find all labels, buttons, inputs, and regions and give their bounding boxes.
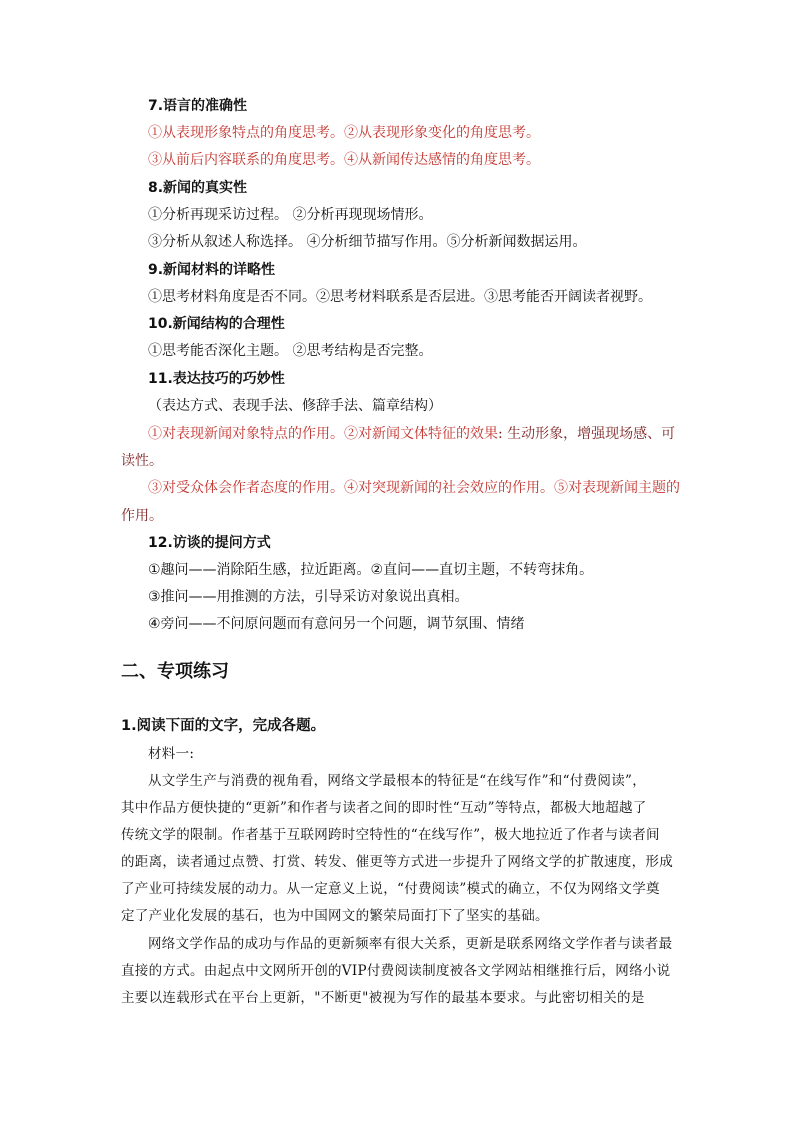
part-heading: 二、专项练习 (121, 661, 229, 682)
interview-line-1: ①趣问——消除陌生感，拉近距离。②直问——直切主题，不转弯抹角。 (148, 562, 594, 578)
heading-interview: 12.访谈的提问方式 (148, 535, 271, 551)
question-heading: 1.阅读下面的文字，完成各题。 (121, 718, 326, 734)
interview-line-3: ④旁问——不问原问题而有意问另一个问题，调节氛围、情绪 (148, 616, 525, 632)
heading-structure: 10.新闻结构的合理性 (148, 316, 285, 332)
material-line: 其中作品方便快捷的“更新”和作者与读者之间的即时性“互动”等特点，都极大地超越了 (121, 800, 647, 816)
material-line: 直接的方式。由起点中文网所开创的VIP付费阅读制度被各文学网站相继推行后，网络小说 (121, 963, 671, 979)
accuracy-line-1: ①从表现形象特点的角度思考。②从表现形象变化的角度思考。 (148, 125, 540, 141)
heading-techniques: 11.表达技巧的巧妙性 (148, 371, 285, 387)
techniques-line-1-effect: : 生动形象，增强现场感、可 (498, 426, 676, 442)
material-line: 的距离，读者通过点赞、打赏、转发、催更等方式进一步提升了网络文学的扩散速度，形成 (121, 854, 673, 870)
detail-line-1: ①思考材料角度是否不同。②思考材料联系是否层进。③思考能否开阔读者视野。 (148, 289, 652, 305)
material-line: 传统文学的限制。作者基于互联网跨时空特性的“在线写作”，极大地拉近了作者与读者间 (121, 827, 660, 843)
material-line: 从文学生产与消费的视角看，网络文学最根本的特征是“在线写作”和“付费阅读”， (148, 773, 647, 789)
truthfulness-line-1: ①分析再现采访过程。 ②分析再现现场情形。 (148, 207, 433, 223)
structure-line-1: ①思考能否深化主题。 ②思考结构是否完整。 (148, 343, 433, 359)
heading-accuracy: 7.语言的准确性 (148, 98, 248, 114)
truthfulness-line-2: ③分析从叙述人称选择。 ④分析细节描写作用。⑤分析新闻数据运用。 (148, 234, 587, 250)
heading-detail: 9.新闻材料的详略性 (148, 262, 276, 278)
techniques-line-1-red: ①对表现新闻对象特点的作用。②对新闻文体特征的效果 (148, 426, 498, 442)
techniques-line-2-cont: 作用。 (121, 508, 163, 524)
techniques-line-1-cont: 读性。 (121, 453, 163, 469)
interview-line-2: ③推问——用推测的方法，引导采访对象说出真相。 (148, 589, 469, 605)
techniques-line-1 (148, 424, 675, 444)
material-line: 主要以连载形式在平台上更新，"不断更"被视为写作的最基本要求。与此密切相关的是 (121, 990, 645, 1006)
heading-truthfulness: 8.新闻的真实性 (148, 180, 248, 196)
accuracy-line-2: ③从前后内容联系的角度思考。④从新闻传达感情的角度思考。 (148, 152, 540, 168)
material-line: 了产业可持续发展的动力。从一定意义上说，“付费阅读”模式的确立，不仅为网络文学奠 (121, 881, 660, 897)
techniques-line-2: ③对受众体会作者态度的作用。④对突现新闻的社会效应的作用。⑤对表现新闻主题的 (148, 480, 680, 496)
material-line: 网络文学作品的成功与作品的更新频率有很大关系，更新是联系网络文学作者与读者最 (148, 936, 673, 952)
material-label: 材料一: (148, 746, 195, 762)
material-line: 定了产业化发展的基石，也为中国网文的繁荣局面打下了坚实的基础。 (121, 908, 549, 924)
techniques-subtitle: （表达方式、表现手法、修辞手法、篇章结构） (148, 398, 442, 414)
